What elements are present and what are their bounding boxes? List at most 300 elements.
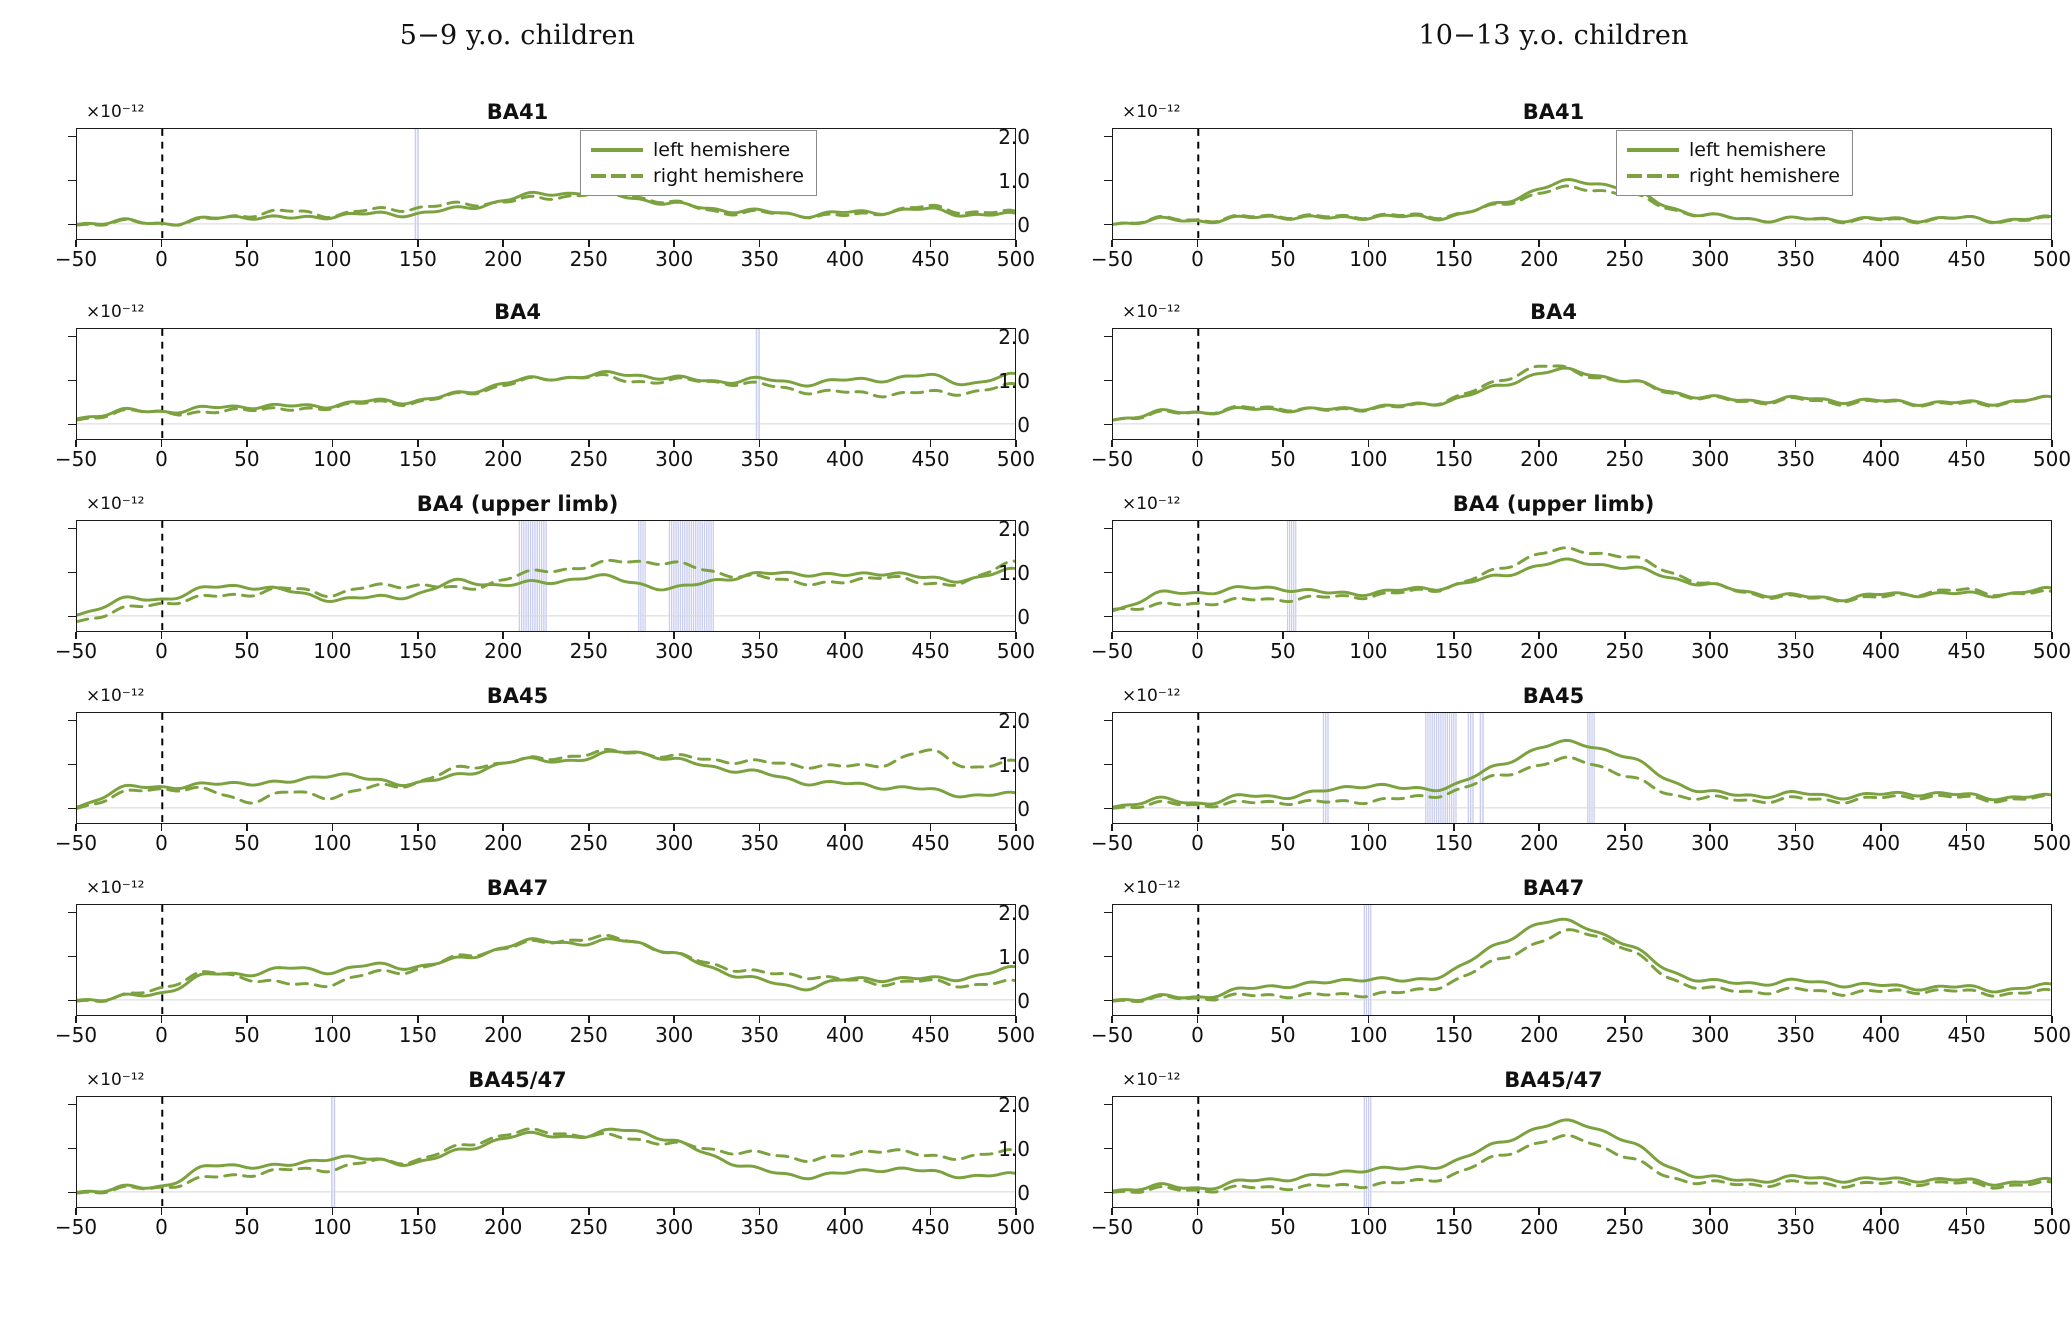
x-axis-tick-label: 200 [484, 1023, 523, 1047]
x-axis-tick-mark [1880, 240, 1882, 247]
y-axis-tick-mark [68, 528, 76, 530]
x-axis-tick-mark [1966, 440, 1968, 447]
y-axis-tick-mark [68, 380, 76, 382]
x-axis-tick-mark [2051, 824, 2053, 831]
x-axis-tick-mark [161, 632, 163, 639]
x-axis-tick-mark [1197, 632, 1199, 639]
x-axis-tick-label: 450 [1947, 1023, 1986, 1047]
chart-panel [998, 1068, 2071, 1263]
x-axis-tick-mark [844, 240, 846, 247]
x-axis-tick-mark [2051, 632, 2053, 639]
x-axis-tick-mark [1282, 632, 1284, 639]
y-axis-tick-mark [68, 808, 76, 810]
y-axis-tick-mark [1104, 1148, 1112, 1150]
x-axis-tick-label: 100 [313, 639, 352, 663]
x-axis-tick-label: 500 [2032, 639, 2071, 663]
x-axis-tick-label: −50 [54, 247, 98, 271]
x-axis-tick-mark [1880, 824, 1882, 831]
x-axis-tick-mark [1795, 824, 1797, 831]
x-axis-tick-mark [588, 824, 590, 831]
chart-canvas [1113, 713, 2051, 823]
y-axis-tick-label: 0 [1017, 796, 1030, 821]
column-title: 5−9 y.o. children [399, 20, 636, 51]
x-axis-tick-mark [1880, 632, 1882, 639]
x-axis-tick-mark [1880, 1208, 1882, 1215]
x-axis-tick-mark [1282, 1016, 1284, 1023]
x-axis-tick-label: 400 [1861, 639, 1901, 663]
x-axis-tick-label: 150 [1434, 831, 1473, 855]
x-axis-tick-label: 0 [1191, 831, 1204, 855]
x-axis-tick-mark [1709, 824, 1711, 831]
x-axis-tick-label: 500 [2032, 447, 2071, 471]
chart-canvas [1113, 521, 2051, 631]
x-axis-tick-label: 150 [398, 1023, 437, 1047]
chart-panel [0, 876, 1035, 1071]
y-axis-tick-mark [1104, 764, 1112, 766]
chart-title: BA41 [486, 100, 549, 124]
x-axis-tick-label: 250 [569, 247, 608, 271]
chart-panel [998, 300, 2071, 495]
x-axis-tick-mark [75, 632, 77, 639]
series-left-hemisphere [1113, 559, 2051, 611]
x-axis-tick-mark [1966, 1016, 1968, 1023]
x-axis-tick-mark [502, 824, 504, 831]
x-axis-tick-mark [588, 440, 590, 447]
x-axis-tick-mark [1197, 240, 1199, 247]
chart-title: BA45 [486, 684, 549, 708]
x-axis-tick-label: 100 [1349, 639, 1388, 663]
legend-label: right hemishere [1689, 165, 1840, 187]
x-axis-tick-label: 400 [825, 639, 865, 663]
plot-area [54, 904, 1036, 1047]
x-axis-tick-mark [502, 1016, 504, 1023]
x-axis-tick-mark [1966, 1208, 1968, 1215]
x-axis-tick-label: 450 [911, 1023, 950, 1047]
y-axis-tick-label: 2.0 [998, 516, 1030, 541]
x-axis-tick-label: 300 [1691, 639, 1730, 663]
x-axis-tick-label: 200 [1520, 831, 1559, 855]
significance-band [519, 521, 547, 631]
x-axis-tick-label: 150 [1434, 1215, 1473, 1239]
y-axis-tick-mark [68, 336, 76, 338]
x-axis-tick-label: 100 [313, 447, 352, 471]
y-axis-exponent-label: ×10⁻¹² [86, 686, 145, 706]
y-axis-exponent-label: ×10⁻¹² [86, 102, 145, 122]
x-axis-tick-mark [332, 440, 334, 447]
plot-area [998, 1092, 2071, 1239]
x-axis-tick-label: 200 [1520, 1215, 1559, 1239]
x-axis-tick-label: 100 [1349, 1215, 1388, 1239]
x-axis-tick-mark [673, 632, 675, 639]
x-axis-tick-label: 100 [1349, 831, 1388, 855]
x-axis-tick-label: 350 [740, 1023, 779, 1047]
plot-area [54, 520, 1036, 663]
x-axis-tick-mark [1015, 1016, 1017, 1023]
y-axis-tick-mark [68, 572, 76, 574]
x-axis-tick-mark [1966, 632, 1968, 639]
x-axis-tick-label: 500 [2032, 831, 2071, 855]
chart-canvas [1113, 905, 2051, 1015]
x-axis-tick-mark [502, 240, 504, 247]
x-axis-tick-label: 100 [1349, 447, 1388, 471]
x-axis-tick-label: 250 [1605, 447, 1644, 471]
x-axis-tick-mark [673, 240, 675, 247]
legend-solid-line-icon [591, 142, 643, 158]
x-axis-tick-mark [1015, 240, 1017, 247]
x-axis-tick-mark [930, 440, 932, 447]
x-axis-tick-mark [1538, 1016, 1540, 1023]
x-axis-tick-mark [502, 440, 504, 447]
x-axis-tick-mark [1015, 440, 1017, 447]
x-axis-tick-mark [161, 1016, 163, 1023]
chart-canvas [77, 329, 1015, 439]
x-axis-tick-label: 500 [996, 1215, 1036, 1239]
y-axis-tick-mark [68, 424, 76, 426]
chart-panel [0, 492, 1035, 687]
y-axis-tick-label: 1.0 [998, 560, 1030, 585]
y-axis-tick-mark [68, 180, 76, 182]
x-axis-tick-label: 50 [234, 447, 260, 471]
x-axis-tick-mark [1197, 824, 1199, 831]
plot-area [998, 516, 2071, 663]
plot-area [998, 900, 2071, 1047]
x-axis-tick-label: 0 [155, 639, 168, 663]
x-axis-tick-label: 50 [234, 1215, 260, 1239]
x-axis-tick-mark [417, 632, 419, 639]
x-axis-tick-label: 200 [1520, 247, 1559, 271]
legend-label: left hemishere [1689, 139, 1827, 161]
x-axis-tick-label: 50 [1270, 247, 1296, 271]
x-axis-tick-mark [161, 440, 163, 447]
significance-band [756, 329, 760, 439]
chart-panel [998, 492, 2071, 687]
x-axis-tick-mark [246, 440, 248, 447]
x-axis-tick-label: 300 [655, 247, 694, 271]
x-axis-tick-mark [1795, 240, 1797, 247]
series-left-hemisphere [1113, 1120, 2051, 1191]
series-right-hemisphere [1113, 1135, 2051, 1192]
x-axis-tick-label: 50 [1270, 1023, 1296, 1047]
chart-panel [0, 684, 1035, 879]
x-axis-tick-label: 250 [1605, 1023, 1644, 1047]
x-axis-tick-label: 0 [155, 247, 168, 271]
x-axis-tick-mark [246, 1016, 248, 1023]
column-5-9-years [0, 0, 1035, 1320]
x-axis-tick-label: 250 [1605, 831, 1644, 855]
chart-title: BA45/47 [1504, 1068, 1603, 1092]
x-axis-tick-label: 400 [825, 1023, 865, 1047]
x-axis-tick-mark [75, 240, 77, 247]
y-axis-tick-label: 2.0 [998, 1092, 1030, 1117]
x-axis-tick-label: 150 [398, 247, 437, 271]
x-axis-tick-mark [1453, 632, 1455, 639]
x-axis-tick-mark [75, 1016, 77, 1023]
series-right-hemisphere [77, 1129, 1015, 1193]
plot-area [998, 324, 2071, 471]
x-axis-tick-label: 350 [1776, 639, 1815, 663]
x-axis-tick-mark [1624, 1208, 1626, 1215]
x-axis-tick-label: 500 [996, 639, 1036, 663]
chart-title: BA47 [486, 876, 549, 900]
x-axis-tick-label: −50 [54, 1215, 98, 1239]
chart-title: BA4 [1530, 300, 1577, 324]
x-axis-tick-label: 450 [1947, 639, 1986, 663]
x-axis-tick-mark [1111, 440, 1113, 447]
x-axis-tick-label: 250 [569, 447, 608, 471]
x-axis-tick-label: 50 [1270, 831, 1296, 855]
x-axis-tick-label: 450 [911, 639, 950, 663]
x-axis-tick-mark [1368, 824, 1370, 831]
y-axis-tick-mark [1104, 424, 1112, 426]
y-axis-tick-mark [68, 616, 76, 618]
y-axis-tick-label: 2.0 [998, 708, 1030, 733]
x-axis-tick-label: 150 [1434, 639, 1473, 663]
x-axis-tick-label: 150 [398, 639, 437, 663]
x-axis-tick-mark [1966, 824, 1968, 831]
x-axis-tick-mark [246, 824, 248, 831]
x-axis-tick-label: 0 [1191, 447, 1204, 471]
plot-area [54, 1096, 1036, 1239]
y-axis-exponent-label: ×10⁻¹² [86, 302, 145, 322]
legend [580, 130, 817, 196]
x-axis-tick-mark [759, 632, 761, 639]
axes-box [1112, 520, 2052, 632]
series-left-hemisphere [77, 1129, 1015, 1192]
x-axis-tick-mark [417, 1016, 419, 1023]
x-axis-tick-mark [1111, 1016, 1113, 1023]
x-axis-tick-label: 300 [655, 1215, 694, 1239]
x-axis-tick-label: −50 [1090, 247, 1134, 271]
x-axis-tick-mark [930, 1016, 932, 1023]
chart-panel [998, 876, 2071, 1071]
x-axis-tick-label: 250 [569, 831, 608, 855]
x-axis-tick-label: 450 [1947, 247, 1986, 271]
y-axis-exponent-label: ×10⁻¹² [1122, 878, 1181, 898]
y-axis-tick-label: 1.0 [998, 368, 1030, 393]
x-axis-tick-mark [1368, 632, 1370, 639]
series-right-hemisphere [1113, 548, 2051, 610]
x-axis-tick-label: −50 [1090, 639, 1134, 663]
chart-panel [0, 300, 1035, 495]
x-axis-tick-mark [930, 1208, 932, 1215]
x-axis-tick-mark [1709, 440, 1711, 447]
x-axis-tick-mark [161, 1208, 163, 1215]
x-axis-tick-label: −50 [54, 447, 98, 471]
y-axis-tick-label: 2.0 [998, 900, 1030, 925]
x-axis-tick-label: 450 [911, 831, 950, 855]
x-axis-tick-mark [1197, 1016, 1199, 1023]
x-axis-tick-label: 500 [996, 447, 1036, 471]
chart-canvas [77, 905, 1015, 1015]
x-axis-tick-mark [673, 440, 675, 447]
legend-dashed-line-icon [591, 168, 643, 184]
chart-canvas [1113, 129, 2051, 239]
x-axis-tick-mark [1282, 440, 1284, 447]
chart-canvas [77, 1097, 1015, 1207]
plot-area [998, 708, 2071, 855]
x-axis-tick-mark [246, 632, 248, 639]
x-axis-tick-label: 350 [1776, 447, 1815, 471]
x-axis-tick-label: 400 [825, 1215, 865, 1239]
x-axis-tick-mark [1709, 1208, 1711, 1215]
x-axis-tick-label: 300 [1691, 447, 1730, 471]
axes-box [1112, 128, 2052, 240]
x-axis-tick-label: 100 [313, 831, 352, 855]
x-axis-tick-label: 350 [740, 639, 779, 663]
x-axis-tick-label: 50 [234, 1023, 260, 1047]
legend-solid-line-icon [1627, 142, 1679, 158]
x-axis-tick-label: 200 [484, 1215, 523, 1239]
x-axis-tick-mark [75, 1208, 77, 1215]
column-10-13-years [998, 0, 2071, 1320]
significance-band [669, 521, 714, 631]
chart-panel [998, 100, 2071, 295]
plot-area [54, 712, 1036, 855]
chart-title: BA4 [494, 300, 541, 324]
x-axis-tick-mark [75, 440, 77, 447]
y-axis-exponent-label: ×10⁻¹² [1122, 494, 1181, 514]
y-axis-tick-mark [1104, 616, 1112, 618]
y-axis-tick-mark [68, 1000, 76, 1002]
x-axis-tick-label: 400 [1861, 1023, 1901, 1047]
y-axis-tick-mark [68, 720, 76, 722]
x-axis-tick-mark [1795, 1208, 1797, 1215]
legend-label: right hemishere [653, 165, 804, 187]
x-axis-tick-label: 300 [1691, 1023, 1730, 1047]
axes-box [76, 1096, 1016, 1208]
y-axis-tick-mark [1104, 380, 1112, 382]
x-axis-tick-mark [1111, 824, 1113, 831]
axes-box [1112, 712, 2052, 824]
x-axis-tick-label: 0 [1191, 247, 1204, 271]
x-axis-tick-label: 150 [398, 831, 437, 855]
y-axis-exponent-label: ×10⁻¹² [1122, 1070, 1181, 1090]
y-axis-exponent-label: ×10⁻¹² [86, 878, 145, 898]
legend-dashed-line-icon [1627, 168, 1679, 184]
x-axis-tick-label: 350 [740, 447, 779, 471]
y-axis-tick-label: 0 [1017, 1180, 1030, 1205]
x-axis-tick-label: 0 [155, 831, 168, 855]
y-axis-exponent-label: ×10⁻¹² [86, 1070, 145, 1090]
x-axis-tick-mark [1538, 824, 1540, 831]
x-axis-tick-mark [1015, 632, 1017, 639]
x-axis-tick-mark [417, 240, 419, 247]
x-axis-tick-label: 50 [1270, 1215, 1296, 1239]
x-axis-tick-mark [844, 440, 846, 447]
x-axis-tick-label: 200 [484, 639, 523, 663]
x-axis-tick-label: 300 [1691, 247, 1730, 271]
chart-title: BA4 (upper limb) [1452, 492, 1655, 516]
x-axis-tick-label: 250 [569, 1215, 608, 1239]
series-left-hemisphere [1113, 919, 2051, 1000]
chart-title: BA45/47 [468, 1068, 567, 1092]
y-axis-tick-mark [68, 1192, 76, 1194]
y-axis-tick-label: 1.0 [998, 1136, 1030, 1161]
x-axis-tick-mark [930, 240, 932, 247]
x-axis-tick-mark [1368, 1016, 1370, 1023]
plot-area [54, 328, 1036, 471]
y-axis-tick-mark [1104, 1000, 1112, 1002]
x-axis-tick-label: 250 [1605, 1215, 1644, 1239]
x-axis-tick-mark [1453, 824, 1455, 831]
y-axis-exponent-label: ×10⁻¹² [1122, 302, 1181, 322]
series-right-hemisphere [1113, 930, 2051, 1002]
x-axis-tick-label: 250 [569, 1023, 608, 1047]
x-axis-tick-label: 500 [996, 1023, 1036, 1047]
x-axis-tick-label: 300 [655, 447, 694, 471]
x-axis-tick-mark [332, 1016, 334, 1023]
x-axis-tick-mark [588, 240, 590, 247]
y-axis-tick-mark [1104, 180, 1112, 182]
axes-box [76, 520, 1016, 632]
x-axis-tick-mark [1453, 1016, 1455, 1023]
y-axis-tick-mark [1104, 528, 1112, 530]
x-axis-tick-label: 150 [398, 447, 437, 471]
x-axis-tick-label: 350 [740, 831, 779, 855]
series-right-hemisphere [1113, 757, 2051, 808]
x-axis-tick-label: 300 [655, 831, 694, 855]
legend-entry-left-hemisphere [591, 137, 804, 163]
chart-title: BA47 [1522, 876, 1585, 900]
significance-band [1587, 713, 1595, 823]
x-axis-tick-mark [1197, 440, 1199, 447]
x-axis-tick-label: 300 [655, 639, 694, 663]
x-axis-tick-label: 400 [1861, 447, 1901, 471]
axes-box [1112, 904, 2052, 1016]
y-axis-tick-mark [68, 1148, 76, 1150]
x-axis-tick-label: −50 [1090, 831, 1134, 855]
x-axis-tick-mark [1111, 1208, 1113, 1215]
plot-area [998, 124, 2071, 271]
y-axis-tick-mark [1104, 136, 1112, 138]
x-axis-tick-mark [332, 1208, 334, 1215]
x-axis-tick-mark [844, 824, 846, 831]
legend-entry-left-hemisphere [1627, 137, 1840, 163]
x-axis-tick-mark [332, 824, 334, 831]
x-axis-tick-mark [1368, 440, 1370, 447]
x-axis-tick-label: 200 [1520, 447, 1559, 471]
x-axis-tick-mark [1624, 824, 1626, 831]
x-axis-tick-label: 500 [2032, 1215, 2071, 1239]
chart-canvas [77, 713, 1015, 823]
y-axis-tick-mark [68, 136, 76, 138]
x-axis-tick-label: 50 [1270, 639, 1296, 663]
x-axis-tick-label: 350 [1776, 1215, 1815, 1239]
x-axis-tick-mark [2051, 440, 2053, 447]
x-axis-tick-label: 50 [1270, 447, 1296, 471]
chart-canvas [77, 521, 1015, 631]
x-axis-tick-label: 250 [569, 639, 608, 663]
x-axis-tick-mark [2051, 1016, 2053, 1023]
significance-band [1287, 521, 1296, 631]
chart-title: BA41 [1522, 100, 1585, 124]
x-axis-tick-label: 450 [1947, 447, 1986, 471]
x-axis-tick-label: 500 [996, 831, 1036, 855]
x-axis-tick-mark [930, 632, 932, 639]
x-axis-tick-label: 300 [1691, 1215, 1730, 1239]
x-axis-tick-mark [332, 240, 334, 247]
x-axis-tick-mark [417, 824, 419, 831]
x-axis-tick-mark [1538, 1208, 1540, 1215]
x-axis-tick-label: 50 [234, 247, 260, 271]
x-axis-tick-mark [1795, 632, 1797, 639]
chart-canvas [1113, 329, 2051, 439]
x-axis-tick-mark [673, 1016, 675, 1023]
y-axis-tick-label: 2.0 [998, 324, 1030, 349]
x-axis-tick-mark [1368, 1208, 1370, 1215]
x-axis-tick-label: 500 [2032, 247, 2071, 271]
significance-band [1468, 713, 1474, 823]
